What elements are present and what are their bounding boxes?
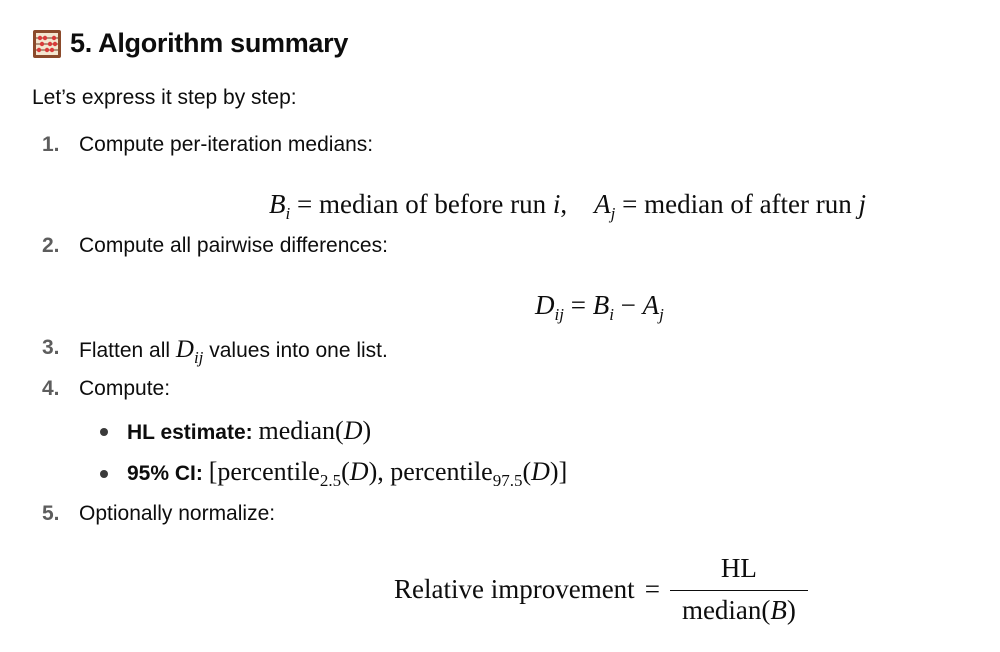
- bullet-label: HL estimate:: [127, 421, 253, 444]
- list-item-step-2: [0, 234, 1000, 264]
- abacus-icon: [32, 29, 62, 59]
- step-text: [79, 336, 388, 367]
- step-number: 5.: [42, 502, 60, 525]
- step-text: Compute all pairwise differences:: [79, 234, 388, 257]
- formula-relative-improvement: [394, 553, 808, 626]
- step-text: Compute per-iteration medians:: [79, 133, 374, 156]
- list-item-step-5: [0, 502, 1000, 532]
- step-number: 1.: [42, 133, 60, 156]
- section-heading: [32, 28, 348, 59]
- step-text-part: Flatten all: [79, 339, 171, 362]
- step-text-part: values into one list.: [209, 339, 388, 362]
- fraction-denominator: median(B): [681, 595, 796, 625]
- step-text: Compute:: [79, 377, 171, 400]
- formula-difference: $D_{ij} = B_i - A_j$: [535, 290, 664, 324]
- formula-equals: =: [644, 574, 660, 604]
- intro-text: Let’s express it step by step:: [32, 86, 297, 109]
- inline-math-dij: $D_{ij}$: [175, 336, 204, 367]
- ci-formula: [percentile$_{2.5}$(D), percentile$_{97.5}$(D)]: [208, 457, 568, 490]
- formula-fraction: [670, 553, 808, 626]
- hl-formula: median(D): [258, 416, 372, 445]
- formula-after-label: median of after run: [644, 189, 852, 219]
- bullet-dot: [100, 428, 108, 436]
- step-number: 4.: [42, 377, 60, 400]
- list-item-step-1: [0, 133, 1000, 163]
- bullet-dot: [100, 470, 108, 478]
- list-item-step-4: [0, 377, 1000, 407]
- bullet-label: 95% CI:: [127, 462, 203, 485]
- bullet-ci: [127, 457, 568, 490]
- list-item-step-3: [0, 336, 1000, 368]
- formula-before-label: median of before run: [318, 189, 547, 219]
- formula-medians: $B_i$ = median of before run i, $A_j$ = median of after run j: [269, 189, 867, 223]
- step-number: 2.: [42, 234, 60, 257]
- step-number: 3.: [42, 336, 60, 359]
- fraction-numerator: HL: [670, 553, 808, 591]
- section-title: 5. Algorithm summary: [70, 28, 349, 58]
- bullet-hl-estimate: [127, 416, 371, 446]
- step-text: Optionally normalize:: [79, 502, 276, 525]
- formula-lhs: Relative improvement: [394, 574, 635, 604]
